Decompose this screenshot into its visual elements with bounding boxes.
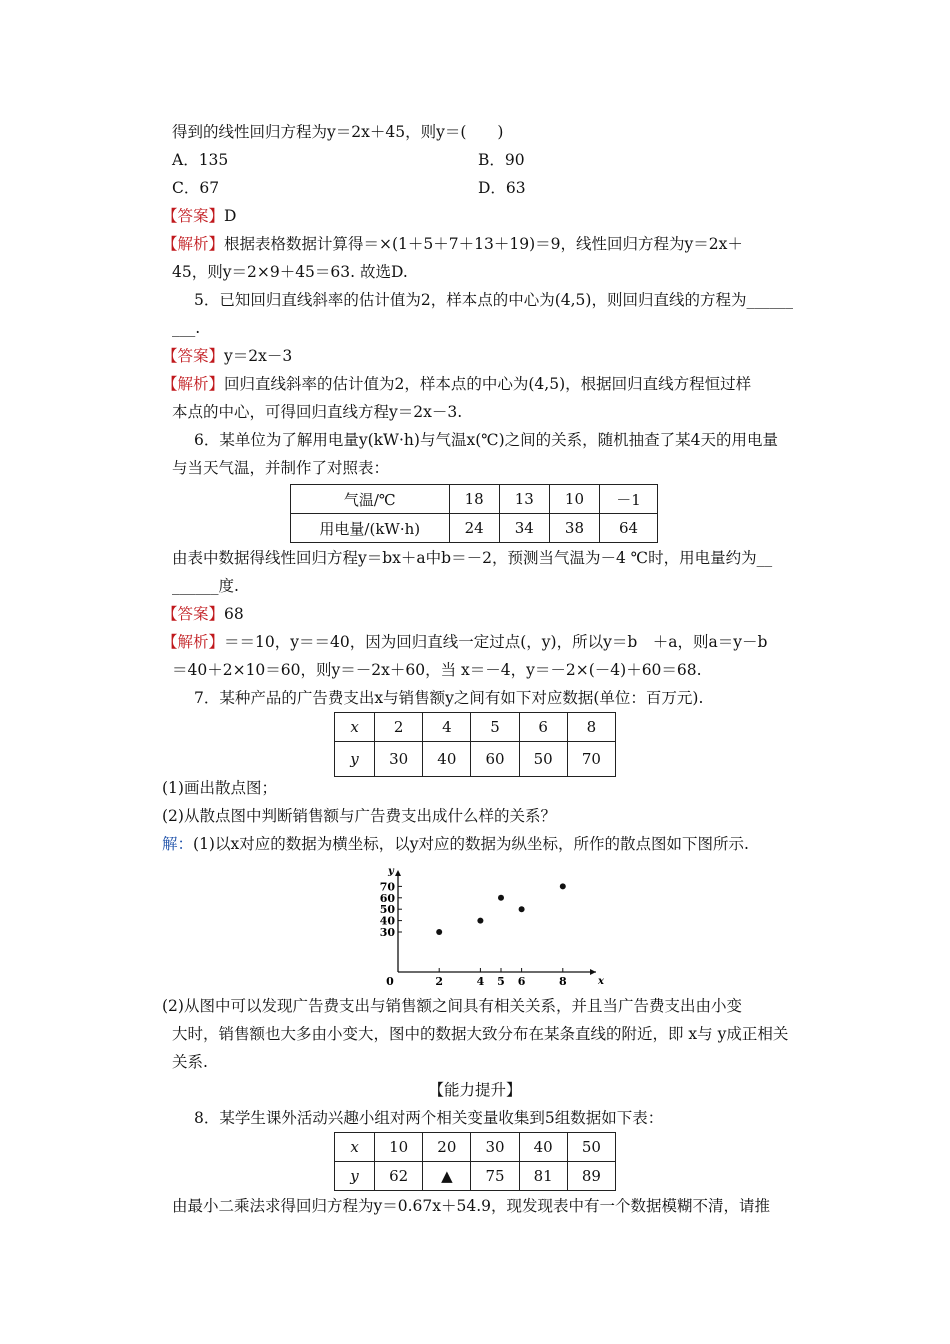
answer-tag: 【答案】 [162,347,225,365]
table-cell: 气温/℃ [291,485,450,514]
answer-value: y＝2x－3 [224,347,293,365]
table-row [291,485,658,514]
x-axis-arrow [590,969,596,975]
analysis-text: ＝＝10，y＝＝40，因为回归直线一定过点(，y)，所以y＝b ＋a，则a＝y－b [224,633,768,651]
table-cell: 2 [375,713,423,742]
x-tick-label: 8 [558,975,567,988]
y-tick-label: 70 [379,880,395,894]
q8-stem: 8．某学生课外活动兴趣小组对两个相关变量收集到5组数据如下表： [194,1109,664,1127]
table-cell: 18 [449,485,499,514]
y-tick-label: 30 [379,926,395,939]
q4-option-c: C．67 [172,179,220,197]
table-cell: 50 [567,1133,615,1162]
table-cell: 13 [499,485,549,514]
q7-table [334,712,616,777]
table-cell: 30 [471,1133,519,1162]
analysis-tag: 【解析】 [162,375,225,393]
q4-option-b: B．90 [478,151,525,169]
table-cell: 70 [567,742,615,777]
table-cell: 10 [549,485,599,514]
solution-text: (1)以x对应的数据为横坐标，以y对应的数据为纵坐标，所作的散点图如下图所示. [193,835,749,853]
table-cell: 30 [375,742,423,777]
table-cell: 40 [519,1133,567,1162]
table-cell: 75 [471,1162,519,1191]
data-points [436,883,566,935]
analysis-tag: 【解析】 [162,235,225,253]
table-cell: 50 [519,742,567,777]
table-cell: －1 [600,485,658,514]
table-cell: ▲ [423,1162,471,1191]
section-heading: 【能力提升】 [428,1081,522,1099]
table-cell: 5 [471,713,519,742]
q6-answer [162,604,244,624]
table-cell: 89 [567,1162,615,1191]
chart-axes [395,870,596,975]
q8-after: 由最小二乘法求得回归方程为y＝0.67x＋54.9，现发现表中有一个数据模糊不清，请推 [172,1197,771,1215]
q4-analysis-line2: 45，则y＝2×9＋45＝63. 故选D. [172,263,408,281]
y-axis-label: y [388,866,394,877]
q6-table [290,484,658,543]
q6-after-line1: 由表中数据得线性回归方程y＝bx＋a中b＝－2，预测当气温为－4 ℃时，用电量约为__ [172,549,773,567]
q6-analysis-line2: ＝40＋2×10＝60，则y＝－2x＋60，当 x＝－4，y＝－2×(－4)＋60＝68. [172,661,702,679]
table-row [335,1162,616,1191]
table-cell: 24 [449,514,499,543]
answer-tag: 【答案】 [162,605,225,623]
scatter-point [436,929,442,935]
table-row [335,1133,616,1162]
q4-option-d: D．63 [478,179,526,197]
answer-tag: 【答案】 [162,207,225,225]
table-cell: 60 [471,742,519,777]
table-cell: 10 [375,1133,423,1162]
x-tick-label: 4 [476,975,485,988]
table-cell: 34 [499,514,549,543]
q7-solution2-line3: 关系. [172,1053,208,1071]
q4-option-a: A．135 [172,151,229,169]
q4-stem: 得到的线性回归方程为y＝2x＋45，则y＝( ) [172,123,504,141]
table-cell: 81 [519,1162,567,1191]
x-ticks [386,968,567,988]
table-cell: x [335,1133,375,1162]
q5-stem-line1: 5．已知回归直线斜率的估计值为2，样本点的中心为(4,5)，则回归直线的方程为______ [194,291,793,309]
table-row [335,742,616,777]
q5-analysis-line1 [162,374,751,394]
table-cell: 38 [549,514,599,543]
q7-part2: (2)从散点图中判断销售额与广告费支出成什么样的关系？ [162,807,556,825]
scatter-point [519,906,525,912]
q7-part1: (1)画出散点图； [162,779,277,797]
q4-analysis-line1 [162,234,743,254]
q5-stem-line2: ___. [172,319,201,337]
q7-solution2-line2: 大时，销售额也大多由小变大，图中的数据大致分布在某条直线的附近，即 x与 y成正相关 [172,1025,789,1043]
q7-solution2-line1: (2)从图中可以发现广告费支出与销售额之间具有相关关系，并且当广告费支出由小变 [162,997,742,1015]
q6-stem-line2: 与当天气温，并制作了对照表： [172,459,390,477]
y-axis-arrow [395,870,401,876]
y-tick-label: 50 [379,903,395,917]
y-tick-label: 40 [379,914,395,928]
q5-answer [162,346,292,366]
table-cell: 62 [375,1162,423,1191]
q7-stem: 7．某种产品的广告费支出x与销售额y之间有如下对应数据(单位：百万元). [194,689,704,707]
table-cell: 6 [519,713,567,742]
answer-value: 68 [224,605,244,623]
analysis-text: 回归直线斜率的估计值为2，样本点的中心为(4,5)，根据回归直线方程恒过样 [224,375,752,393]
y-ticks [380,880,402,939]
scatter-plot [360,862,610,988]
x-tick-label: 2 [435,975,444,988]
table-cell: y [335,1162,375,1191]
q8-table [334,1132,616,1191]
table-cell: 40 [423,742,471,777]
y-tick-label: 60 [379,891,395,905]
table-cell: 64 [600,514,658,543]
analysis-text: 根据表格数据计算得＝×(1＋5＋7＋13＋19)＝9，线性回归方程为y＝2x＋ [224,235,743,253]
answer-value: D [224,207,237,225]
table-cell: 用电量/(kW·h) [291,514,450,543]
q6-analysis-line1 [162,632,767,652]
table-cell: 20 [423,1133,471,1162]
table-row [335,713,616,742]
table-cell: x [335,713,375,742]
x-axis-label: x [598,976,604,987]
x-tick-label: 5 [497,975,505,988]
table-cell: y [335,742,375,777]
solution-tag: 解： [162,835,194,853]
scatter-point [477,918,483,924]
table-row [291,514,658,543]
table-cell: 4 [423,713,471,742]
q6-after-line2: ______度. [172,577,239,595]
analysis-tag: 【解析】 [162,633,225,651]
x-tick-label: 0 [386,975,394,988]
q7-solution-line1 [162,834,749,854]
table-cell: 8 [567,713,615,742]
scatter-point [498,895,504,901]
q4-answer [162,206,236,226]
q5-analysis-line2: 本点的中心，可得回归直线方程y＝2x－3. [172,403,463,421]
x-tick-label: 6 [517,975,526,988]
q6-stem-line1: 6．某单位为了解用电量y(kW·h)与气温x(℃)之间的关系，随机抽查了某4天的用电量 [194,431,778,449]
scatter-point [560,883,566,889]
